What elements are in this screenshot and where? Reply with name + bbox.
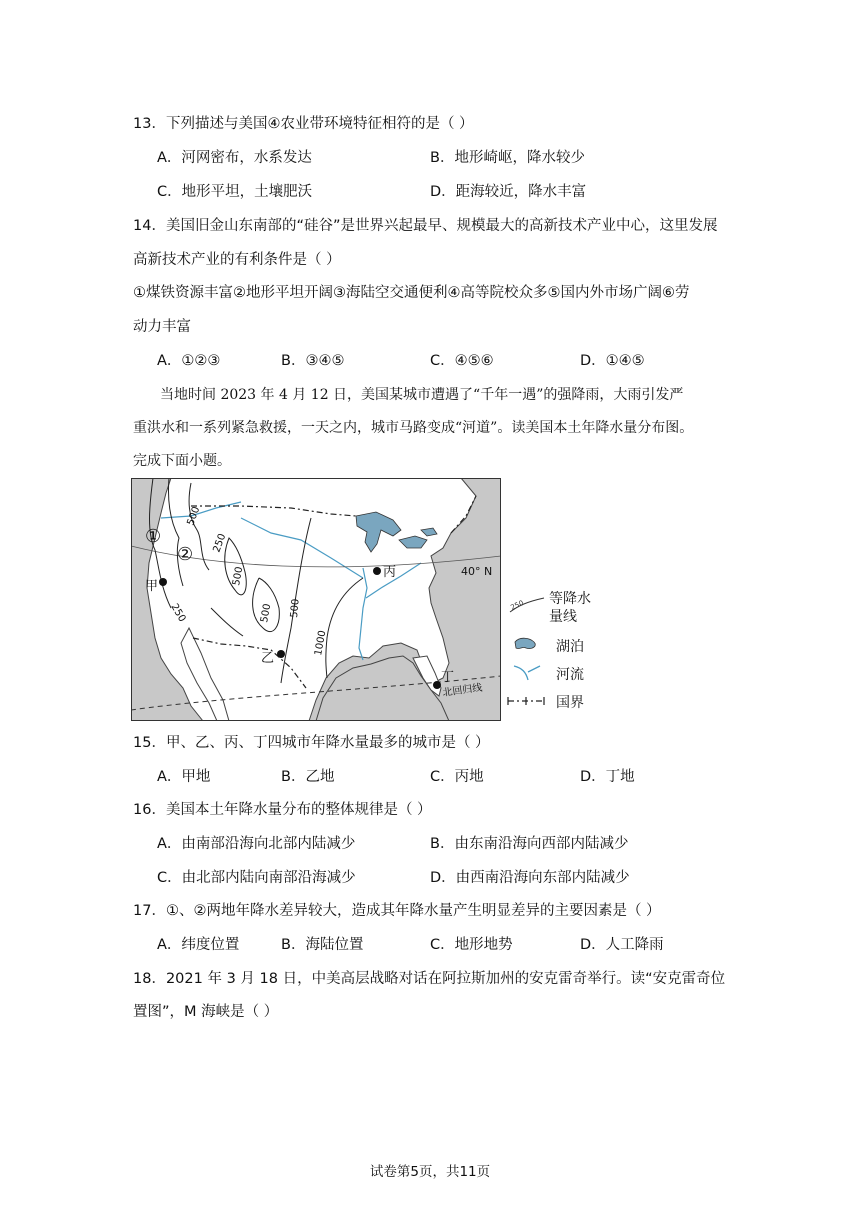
legend-river-label: 河流 [556,667,584,683]
q16-option-d: D．由西南沿海向东部内陆减少 [430,870,630,886]
q15-option-b: B．乙地 [281,769,335,785]
q15-option-c: C．丙地 [430,769,484,785]
border-icon [506,694,546,708]
q18-stem-line2: 置图”，M 海峡是（ ） [133,1004,279,1020]
city-jia-marker [159,578,167,586]
q14-stem-line2: 高新技术产业的有利条件是（ ） [133,252,341,268]
q17-option-a: A．纬度位置 [157,937,240,953]
q13-option-d: D．距海较近，降水丰富 [430,184,587,200]
isoline-label: 500 [231,565,246,587]
q17-stem: 17．①、②两地年降水差异较大，造成其年降水量产生明显差异的主要因素是（ ） [133,903,661,919]
page-footer: 试卷第5页，共11页 [369,1164,491,1180]
city-ding-label: 丁 [441,670,455,685]
q16-stem: 16．美国本土年降水量分布的整体规律是（ ） [133,802,432,818]
q14-conditions-line1: ①煤铁资源丰富②地形平坦开阔③海陆空交通便利④高等院校众多⑤国内外市场广阔⑥劳 [133,285,690,301]
svg-text:250: 250 [509,598,525,612]
q13-option-b: B．地形崎岖，降水较少 [430,150,585,166]
isoline-label: 1000 [313,629,329,657]
q14-option-b: B．③④⑤ [281,353,345,369]
tropic-label: 北回归线 [441,682,484,699]
latitude-40n-label: 40° N [461,565,493,578]
city-bing-label: 丙 [383,565,397,580]
q14-option-c: C．④⑤⑥ [430,353,494,369]
q14-conditions-line2: 动力丰富 [133,319,191,335]
legend-isoline-label: 等降水 量线 [549,591,591,625]
q16-option-c: C．由北部内陆向南部沿海减少 [157,870,356,886]
isoline-label: 250 [211,532,229,555]
q14-option-d: D．①④⑤ [580,353,645,369]
region-2-label: ② [177,544,194,565]
isoline-label: 500 [185,505,203,528]
legend-lake-label: 湖泊 [556,639,584,655]
q17-option-b: B．海陆位置 [281,937,364,953]
city-ding-marker [433,681,441,689]
q13-option-a: A．河网密布，水系发达 [157,150,312,166]
passage-line1: 当地时间 2023 年 4 月 12 日，美国某城市遭遇了“千年一遇”的强降雨，大雨引发严 [160,387,684,403]
q15-option-a: A．甲地 [157,769,211,785]
precipitation-map [131,478,501,721]
q15-stem: 15．甲、乙、丙、丁四城市年降水量最多的城市是（ ） [133,735,490,751]
q17-option-c: C．地形地势 [430,937,513,953]
city-bing-marker [373,567,381,575]
passage-line2: 重洪水和一系列紧急救援，一天之内，城市马路变成“河道”。读美国本土年降水量分布图。 [133,420,694,436]
lake-icon [512,634,542,654]
isoline-label: 500 [289,598,302,619]
river-icon [512,662,542,682]
q17-option-d: D．人工降雨 [580,937,664,953]
isoline-icon [508,594,548,616]
passage-line3: 完成下面小题。 [133,453,231,469]
q13-stem: 13．下列描述与美国④农业带环境特征相符的是（ ） [133,116,474,132]
q14-stem-line1: 14．美国旧金山东南部的“硅谷”是世界兴起最早、规模最大的高新技术产业中心，这里发展 [133,218,718,234]
q13-option-c: C．地形平坦，土壤肥沃 [157,184,313,200]
q16-option-b: B．由东南沿海向西部内陆减少 [430,836,629,852]
q14-option-a: A．①②③ [157,353,221,369]
q15-option-d: D．丁地 [580,769,635,785]
legend-border-label: 国界 [556,695,584,711]
city-jia-label: 甲 [145,579,159,594]
q18-stem-line1: 18．2021 年 3 月 18 日，中美高层战略对话在阿拉斯加州的安克雷奇举行。读“安克雷奇位 [133,971,726,987]
city-yi-label: 乙 [261,651,275,666]
isoline-label: 500 [259,602,274,624]
region-1-label: ① [145,526,162,547]
city-yi-marker [277,650,285,658]
q16-option-a: A．由南部沿海向北部内陆减少 [157,836,356,852]
isoline-label: 250 [168,602,188,625]
